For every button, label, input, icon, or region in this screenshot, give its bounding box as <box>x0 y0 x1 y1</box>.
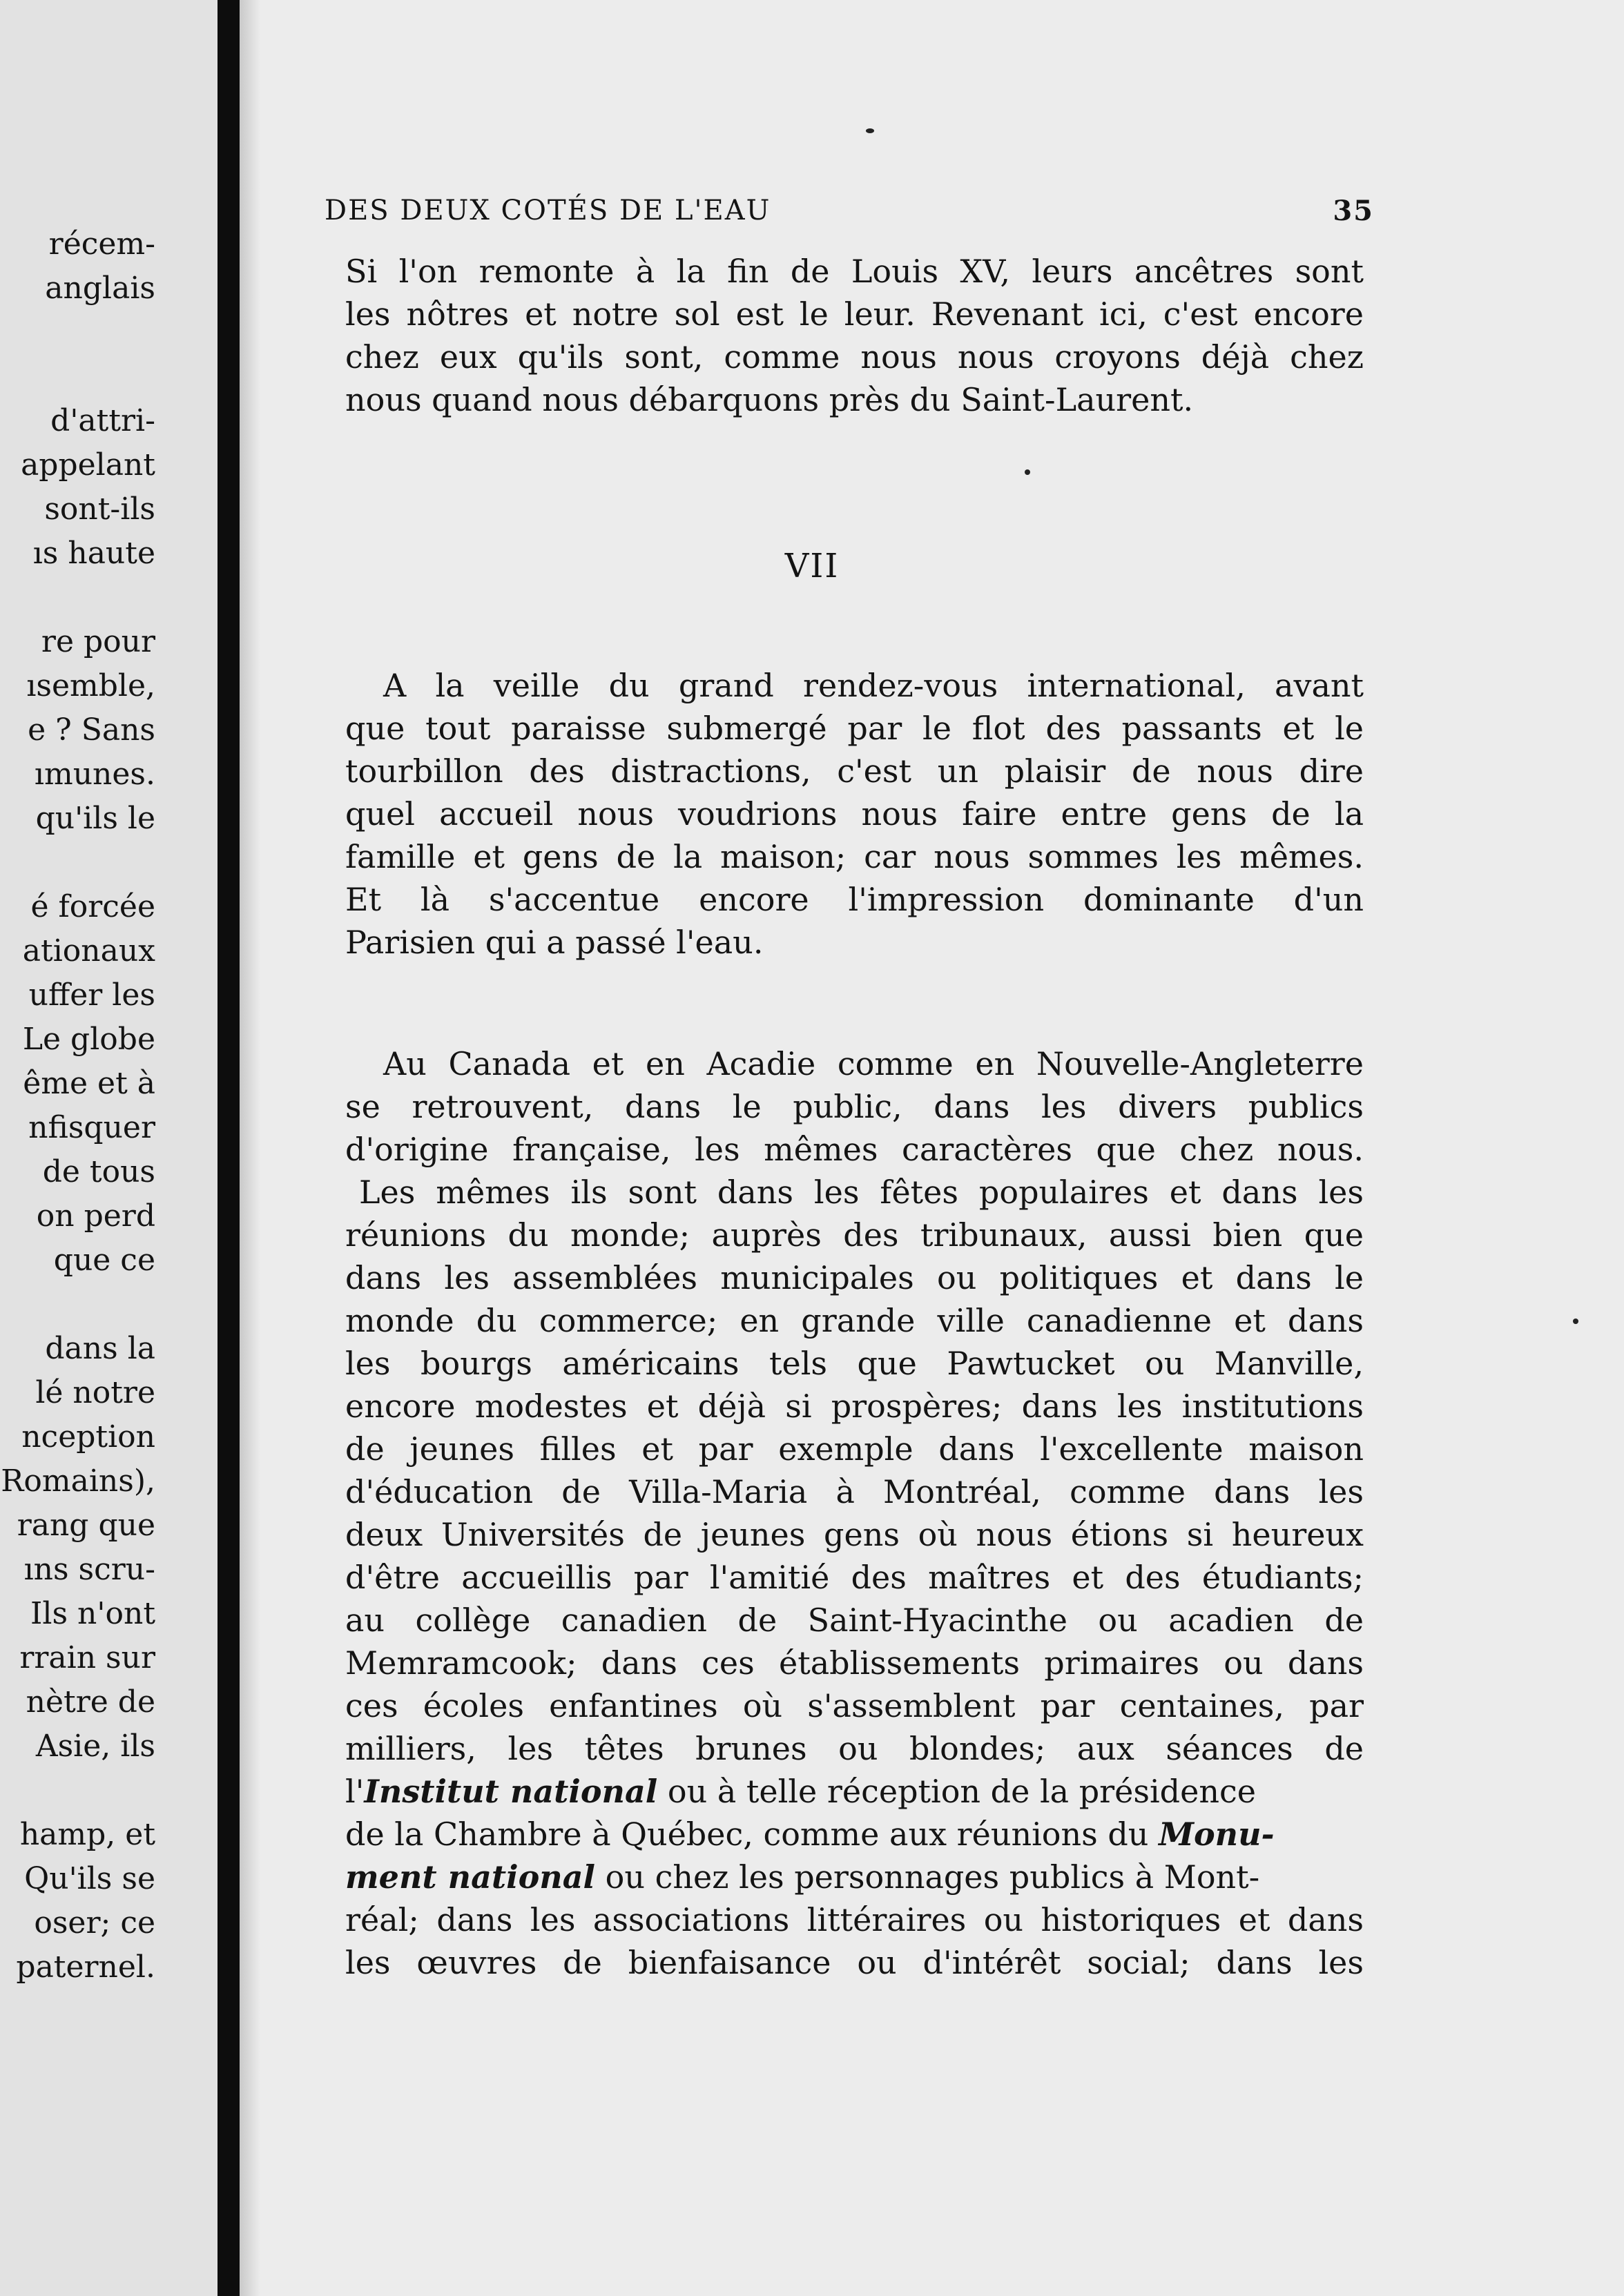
facing-line: ême et à <box>23 1066 155 1101</box>
text-line: Parisien qui a passé l'eau. <box>345 924 764 961</box>
facing-line: nception <box>21 1419 155 1455</box>
facing-line: lé notre <box>35 1375 155 1410</box>
facing-line: ısemble, <box>26 668 155 703</box>
facing-line: d'attri- <box>50 403 155 438</box>
print-speck <box>1025 469 1030 475</box>
text-line: nous quand nous débarquons près du Saint-Laurent. <box>345 381 1194 418</box>
italic-term: Institut national <box>364 1773 658 1810</box>
print-speck <box>1573 1319 1578 1324</box>
facing-line: nfisquer <box>28 1110 155 1145</box>
text-line <box>345 1813 1364 1856</box>
facing-line: Le globe <box>22 1022 155 1057</box>
text-line: ces écoles enfantines où s'assemblent par centaines, par <box>345 1687 1364 1724</box>
text-line: Au Canada et en Acadie comme en Nouvelle-Angleterre <box>383 1045 1364 1082</box>
text-line: d'éducation de Villa-Maria à Montréal, comme dans les <box>345 1473 1364 1510</box>
facing-line: ımunes. <box>34 757 155 792</box>
facing-line: ıns scru- <box>23 1552 155 1587</box>
facing-line: sont-ils <box>44 492 155 527</box>
facing-line: ıs haute <box>32 536 155 571</box>
text-line <box>345 1770 1364 1813</box>
text-line: milliers, les têtes brunes ou blondes; aux séances de <box>345 1730 1364 1767</box>
text-line: les œuvres de bienfaisance ou d'intérêt social; dans les <box>345 1944 1364 1981</box>
facing-line: hamp, et <box>19 1817 155 1852</box>
facing-line: Romains), <box>1 1463 155 1499</box>
book-gutter <box>218 0 240 2296</box>
facing-line: nètre de <box>26 1684 155 1720</box>
italic-term: Monu- <box>1159 1816 1275 1853</box>
facing-line: de tous <box>42 1154 155 1189</box>
text-line: deux Universités de jeunes gens où nous étions si heureux <box>345 1516 1364 1553</box>
text-fragment: l' <box>345 1773 365 1810</box>
text-line: A la veille du grand rendez-vous international, avant <box>383 667 1364 704</box>
text-line: les nôtres et notre sol est le leur. Revenant ici, c'est encore <box>345 295 1364 333</box>
text-line: réunions du monde; auprès des tribunaux, aussi bien que <box>345 1216 1364 1254</box>
text-line <box>345 1856 1364 1898</box>
facing-line: Ils n'ont <box>30 1596 155 1631</box>
facing-line: e ? Sans <box>28 712 155 748</box>
facing-line: re pour <box>41 624 155 659</box>
italic-term: ment national <box>345 1858 596 1896</box>
text-line: réal; dans les associations littéraires ou historiques et dans <box>345 1901 1364 1938</box>
facing-line: paternel. <box>16 1949 155 1985</box>
text-line: d'être accueillis par l'amitié des maîtres et des étudiants; <box>345 1559 1364 1596</box>
page-number: 35 <box>1333 195 1374 227</box>
facing-line: récem- <box>48 226 155 262</box>
facing-line: uffer les <box>28 977 155 1013</box>
text-line: Memramcook; dans ces établissements primaires ou dans <box>345 1644 1364 1682</box>
text-line: Et là s'accentue encore l'impression dominante d'un <box>345 881 1364 918</box>
facing-line: Qu'ils se <box>24 1861 155 1896</box>
facing-line: anglais <box>45 271 155 306</box>
text-line: de jeunes filles et par exemple dans l'excellente maison <box>345 1430 1364 1468</box>
text-line: les bourgs américains tels que Pawtucket ou Manville, <box>345 1345 1364 1382</box>
text-line: chez eux qu'ils sont, comme nous nous croyons déjà chez <box>345 338 1364 376</box>
running-title: DES DEUX COTÉS DE L'EAU <box>325 195 771 226</box>
text-fragment: de la Chambre à Québec, comme aux réunions du <box>345 1816 1159 1853</box>
text-line: dans les assemblées municipales ou politiques et dans le <box>345 1259 1364 1296</box>
facing-line: ationaux <box>22 933 155 969</box>
text-line: encore modestes et déjà si prospères; dans les institutions <box>345 1388 1364 1425</box>
text-fragment: ou chez les personnages publics à Mont- <box>595 1858 1260 1896</box>
text-line: tourbillon des distractions, c'est un plaisir de nous dire <box>345 752 1364 790</box>
facing-line: Asie, ils <box>35 1729 155 1764</box>
facing-line: on perd <box>36 1198 155 1234</box>
facing-line: rang que <box>17 1508 155 1543</box>
text-line: monde du commerce; en grande ville canadienne et dans <box>345 1302 1364 1339</box>
facing-line: qu'ils le <box>35 801 155 836</box>
text-line: quel accueil nous voudrions nous faire entre gens de la <box>345 795 1364 833</box>
print-speck <box>866 128 874 133</box>
text-line: famille et gens de la maison; car nous sommes les mêmes. <box>345 838 1364 875</box>
section-heading: VII <box>784 547 840 585</box>
text-line: Si l'on remonte à la fin de Louis XV, leurs ancêtres sont <box>345 253 1364 290</box>
gutter-shadow <box>240 0 260 2296</box>
facing-line: dans la <box>45 1331 155 1366</box>
text-line: que tout paraisse submergé par le flot des passants et le <box>345 710 1364 747</box>
facing-line: appelant <box>21 447 155 483</box>
text-line: au collège canadien de Saint-Hyacinthe ou acadien de <box>345 1602 1364 1639</box>
facing-line: rrain sur <box>19 1640 155 1675</box>
text-line: d'origine française, les mêmes caractères que chez nous. <box>345 1131 1364 1168</box>
text-line: se retrouvent, dans le public, dans les divers publics <box>345 1088 1364 1125</box>
facing-line: oser; ce <box>34 1905 155 1940</box>
facing-line: é forcée <box>30 889 155 924</box>
facing-page <box>0 0 218 2296</box>
text-fragment: ou à telle réception de la présidence <box>657 1773 1256 1810</box>
text-line: Les mêmes ils sont dans les fêtes populaires et dans les <box>359 1174 1364 1211</box>
facing-line: que ce <box>53 1243 155 1278</box>
